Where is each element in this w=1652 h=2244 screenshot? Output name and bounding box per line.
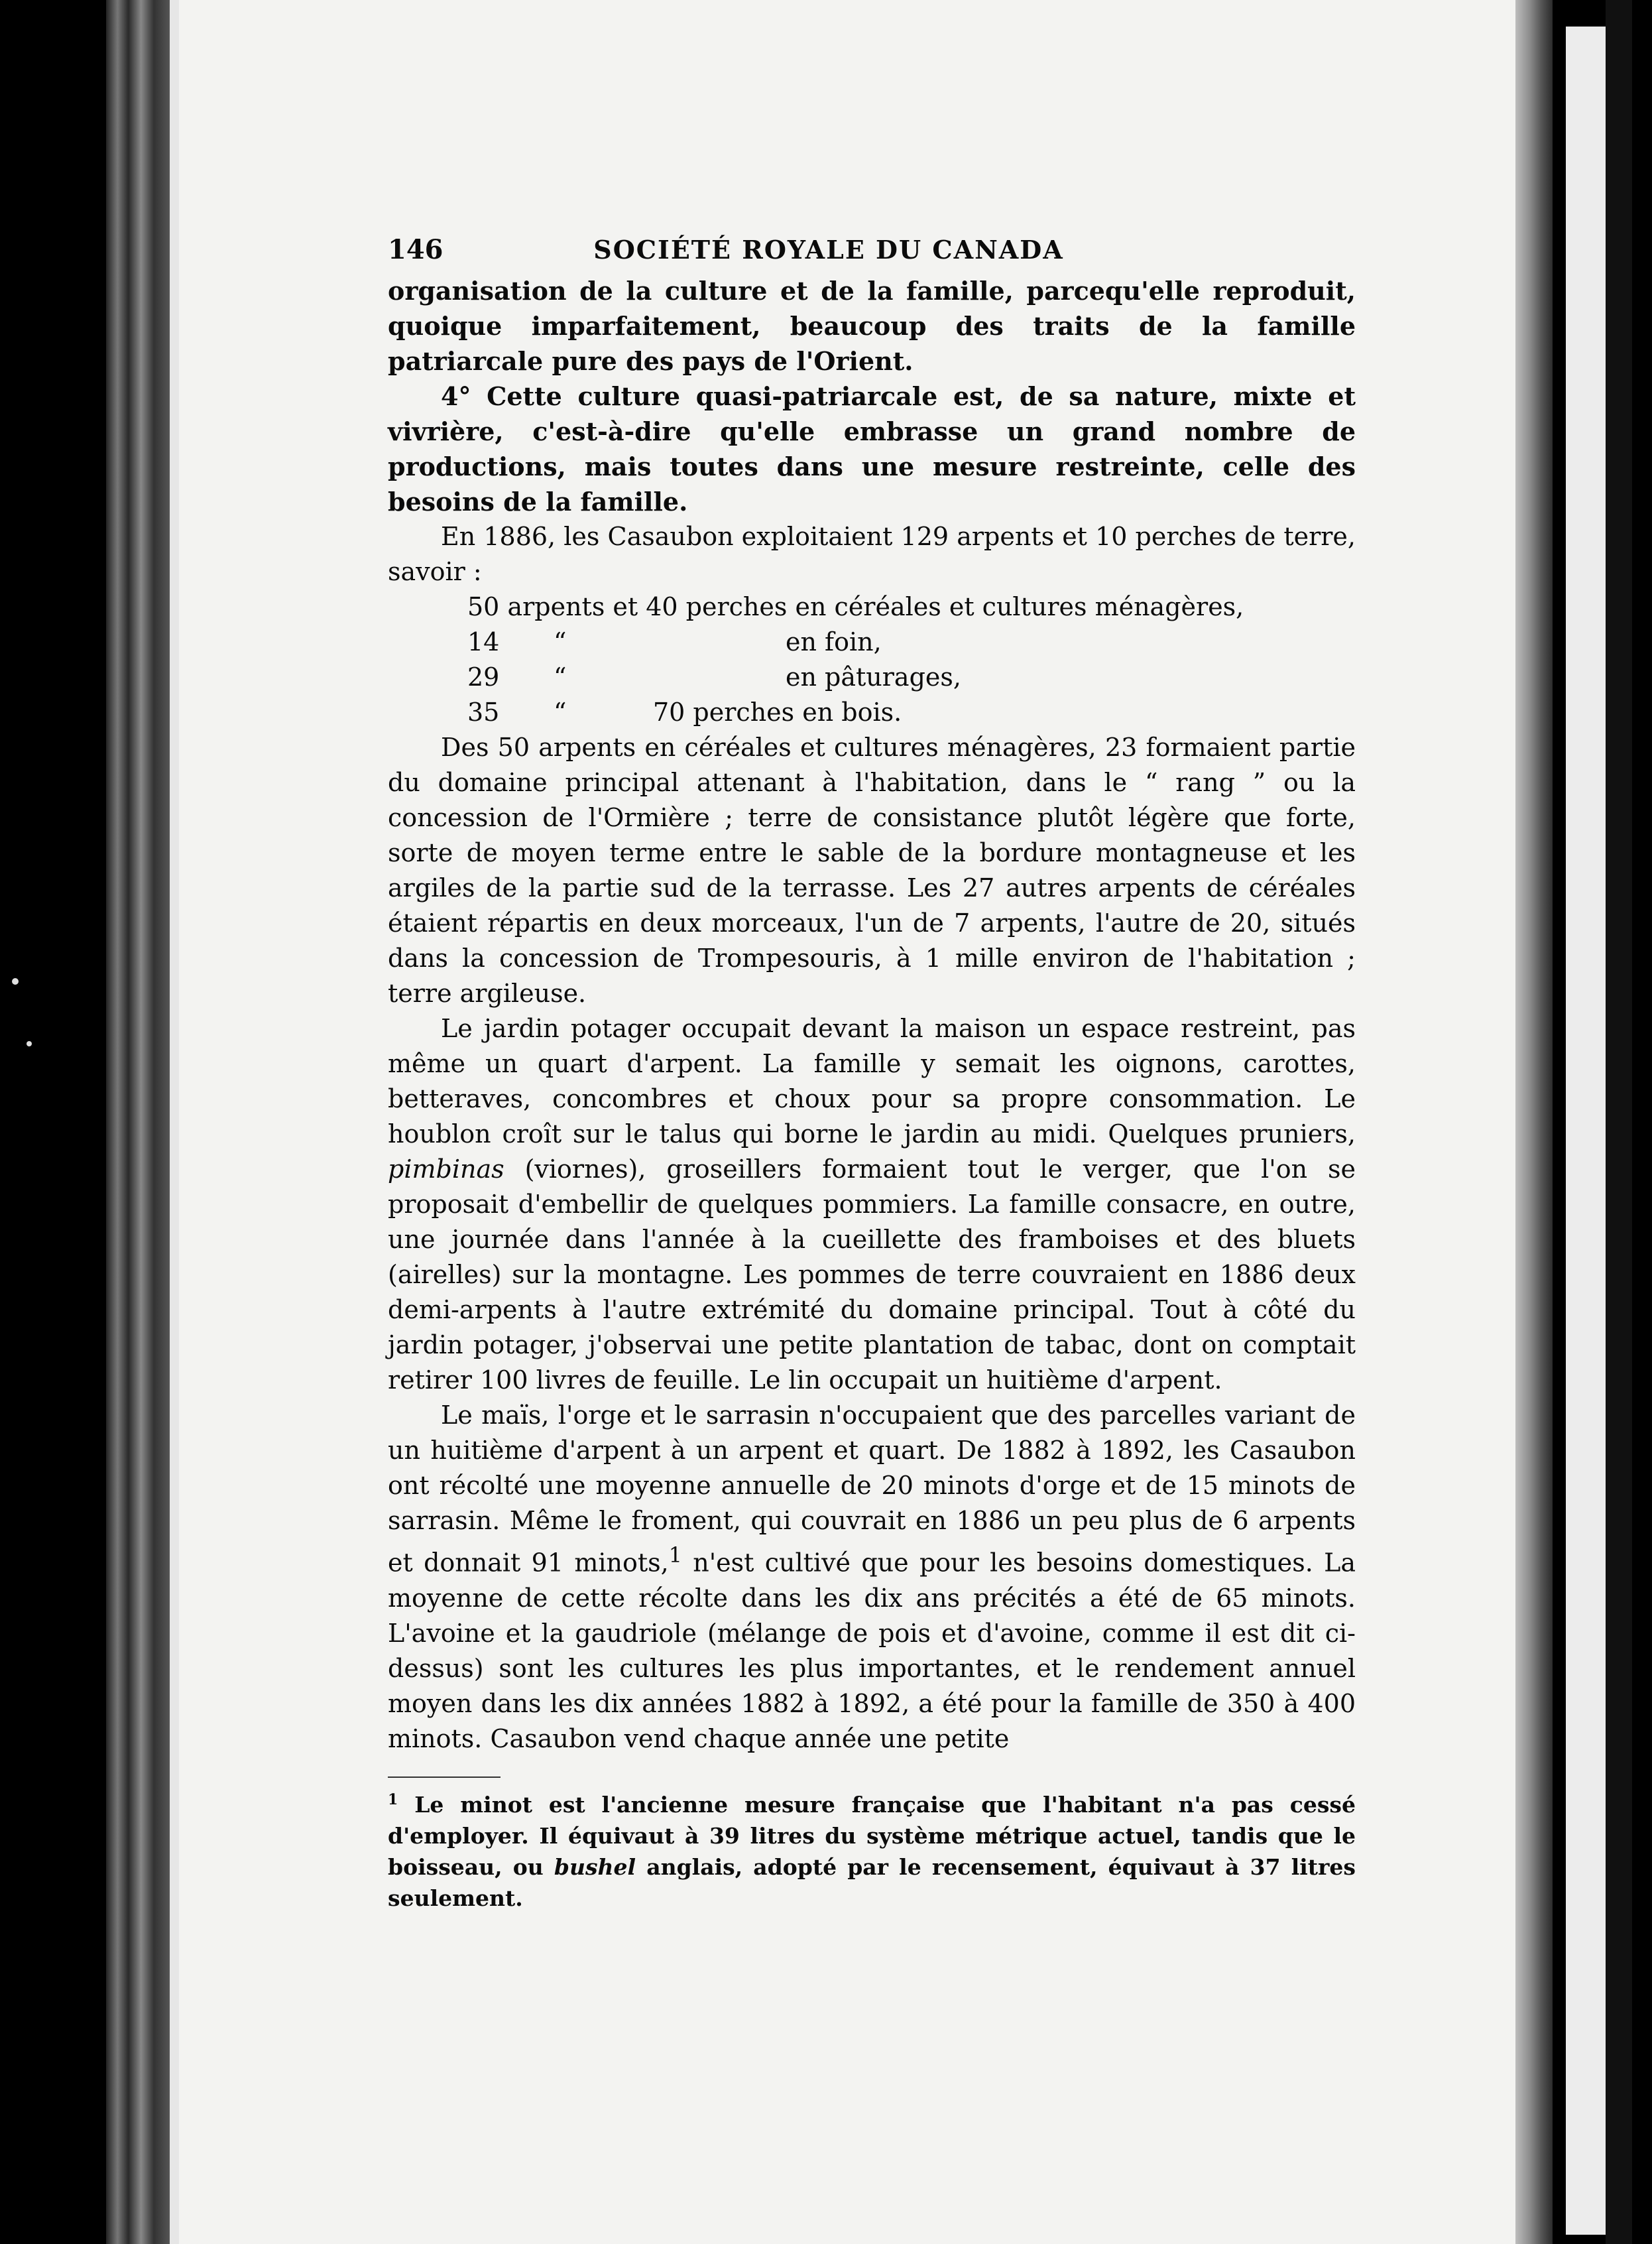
land-use-list [388,590,1356,730]
list-use: en foin, [786,627,882,656]
list-use: 70 perches en bois. [653,698,902,727]
book-spine-shadow [106,0,170,2244]
page-right-edge-shadow [1515,0,1553,2244]
list-unit: arpents et 40 perches [507,592,788,621]
paragraph-garden [388,1011,1356,1398]
running-title: SOCIÉTÉ ROYALE DU CANADA [593,235,1064,265]
scan-speck [12,978,19,985]
footnote-separator [388,1776,501,1778]
list-unit: “ [554,698,567,727]
footnote-italic-term: bushel [554,1853,636,1880]
list-qty: 14 [467,627,500,656]
paragraph-land-intro: En 1886, les Casaubon exploitaient 129 arpents et 10 perches de terre, savoir : [388,522,1356,586]
page-left-edge [170,0,179,2244]
list-item [388,695,1356,730]
garden-text-b: (viornes), groseillers formaient tout le verger, que l'on se proposait d'embellir de quelques pommiers. La famille consacre, en outre, une journée dans l'année à la cueillette des framboises et des bluets (airelles) sur la montagne. Les pommes de terre couvraient en 1886 deux demi-arpents à l'autre extrémité du domaine principal. Tout à côté du jardin potager, j'observai une petite plantation de tabac, dont on comptait retirer 100 livres de feuille. Le lin occupait un huitième d'arpent. [388,1154,1356,1395]
footnote-text-b: anglais, adopté par le recensement, équivaut à 37 litres seulement. [388,1853,1356,1911]
garden-italic-term: pimbinas [388,1154,504,1184]
scan-speck [27,1041,32,1046]
list-use: en céréales et cultures ménagères, [795,592,1244,621]
footnote-marker: 1 [388,1790,398,1808]
footnote-reference: 1 [668,1544,682,1568]
list-qty: 29 [467,662,500,692]
list-item [388,660,1356,695]
paragraph-cereals: Des 50 arpents en céréales et cultures ménagères, 23 formaient partie du domaine principal attenant à l'habitation, dans le “ rang ” ou la concession de l'Ormière ; terre de consistance plutôt légère que forte, sorte de moyen terme entre le sable de la bordure montagneuse et les argiles de la partie sud de la terrasse. Les 27 autres arpents de céréales étaient répartis en deux morceaux, l'un de 7 arpents, l'autre de 20, situés dans la concession de Trompesouris, à 1 mille environ de l'habitation ; terre argileuse. [388,733,1356,1008]
page-text [388,232,1356,1914]
crops-text-a: Le maïs, l'orge et le sarrasin n'occupaient que des parcelles variant de un huitième d'arpent à un arpent et quart. De 1882 à 1892, les Casaubon ont récolté une moyenne annuelle de 20 minots d'orge et de 15 minots de sarrasin. Même le froment, qui couvrait en 1886 un peu plus de 6 arpents et donnait 91 minots, [388,1401,1356,1578]
footnote-text-a: Le minot est l'ancienne mesure française que l'habitant n'a pas cessé d'employer. Il équivaut à 39 litres du système métrique actuel, tandis que le boisseau, ou [388,1791,1356,1880]
paragraph-point-4: 4° Cette culture quasi-patriarcale est, de sa nature, mixte et vivrière, c'est-à-dire qu'elle embrasse un grand nombre de productions, mais toutes dans une mesure restreinte, celle des besoins de la famille. [388,381,1356,517]
scan-border-right [1606,0,1632,2244]
list-item [388,590,1356,625]
list-item [388,625,1356,660]
list-unit: “ [554,627,567,656]
list-unit: “ [554,662,567,692]
list-qty: 35 [467,698,500,727]
paragraph-crops [388,1398,1356,1757]
next-page-strip [1566,27,1606,2235]
list-use: en pâturages, [786,662,961,692]
garden-text-a: Le jardin potager occupait devant la maison un espace restreint, pas même un quart d'arpent. La famille y semait les oignons, carottes, betteraves, concombres et choux pour sa propre consommation. Le houblon croît sur le talus qui borne le jardin au midi. Quelques pruniers, [388,1014,1356,1149]
footnote [388,1784,1356,1914]
page-number: 146 [388,234,443,265]
list-qty: 50 [467,592,500,621]
running-header [388,232,1356,273]
paragraph-continuation: organisation de la culture et de la famille, parcequ'elle reproduit, quoique imparfaitement, beaucoup des traits de la famille patriarcale pure des pays de l'Orient. [388,276,1356,376]
crops-text-b: n'est cultivé que pour les besoins domestiques. La moyenne de cette récolte dans les dix ans précités a été de 65 minots. L'avoine et la gaudriole (mélange de pois et d'avoine, comme il est dit ci-dessus) sont les cultures les plus importantes, et le rendement annuel moyen dans les dix années 1882 à 1892, a été pour la famille de 350 à 400 minots. Casaubon vend chaque année une petite [388,1548,1356,1753]
